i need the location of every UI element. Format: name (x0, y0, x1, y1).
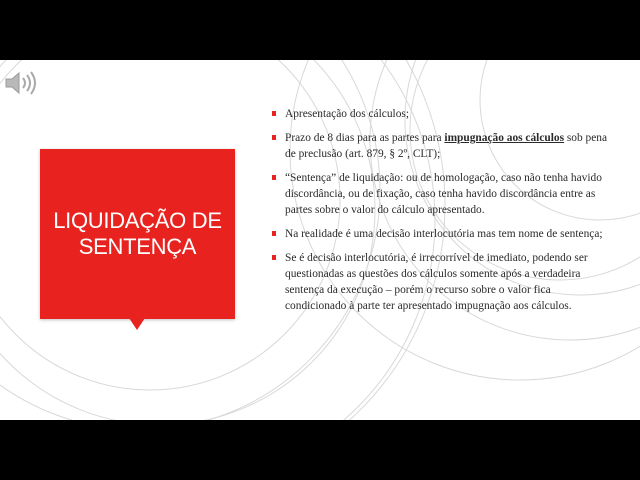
slide-title-line2: SENTENÇA (78, 234, 197, 259)
slide-title (53, 208, 221, 260)
title-pointer (129, 318, 145, 330)
bullet-item: Prazo de 8 dias para as partes para impugnação aos cálculos sob pena de preclusão (art. 879, § 2º, CLT); (272, 130, 612, 162)
bullet-marker (272, 111, 276, 116)
bullet-marker (272, 231, 276, 236)
presentation-slide (0, 60, 640, 420)
slide-title-box (40, 149, 235, 319)
emphasized-text: impugnação aos cálculos (444, 132, 565, 144)
bullet-marker (272, 175, 276, 180)
bullet-list (272, 106, 612, 322)
slide-title-line1: LIQUIDAÇÃO DE (53, 208, 222, 233)
bullet-marker (272, 135, 276, 140)
speaker-icon[interactable] (4, 68, 40, 98)
bullet-item: Se é decisão interlocutória, é irrecorrível de imediato, podendo ser questionadas as questões dos cálculos somente após a verdadeira sentença da execução – porém o recurso sobre o valor fica condicionado à parte ter apresentado impugnação aos cálculos. (272, 250, 612, 314)
bullet-item: “Sentença” de liquidação: ou de homologação, caso não tenha havido discordância, ou de fixação, caso tenha havido discordância entre as partes sobre o valor do cálculo apresentado. (272, 170, 612, 218)
bullet-marker (272, 255, 276, 260)
bullet-item: Apresentação dos cálculos; (272, 106, 612, 122)
bullet-item: Na realidade é uma decisão interlocutória mas tem nome de sentença; (272, 226, 612, 242)
letterbox-bottom (0, 420, 640, 480)
letterbox-top (0, 0, 640, 60)
